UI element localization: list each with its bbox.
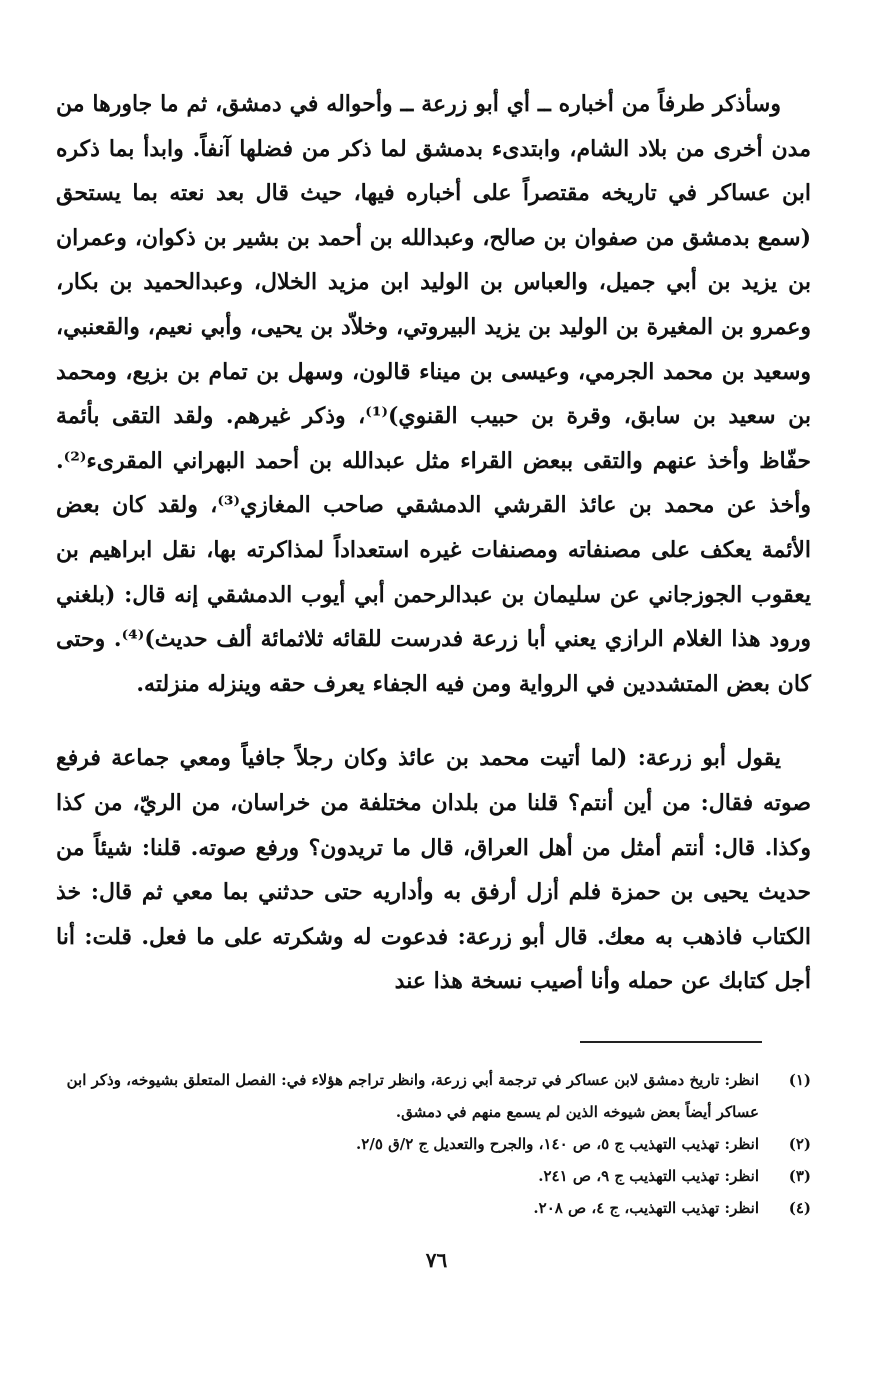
body-paragraph-1: وسأذكر طرفاً من أخباره ــ أي أبو زرعة ــ وأحواله في دمشق، ثم ما جاورها من مدن أخرى من بلاد الشام، وابتدىء بدمشق لما ذكر من فضلها آنفاً. وابدأ بما ذكره ابن عساكر في تاريخه مقتصراً على أخباره فيها، حيث قال بعد نعته بما يستحق (سمع بدمشق من صفوان بن صالح، وعبدالله بن أحمد بن بشير بن ذكوان، وعمران بن يزيد بن أبي جميل، والعباس بن الوليد ابن مزيد الخلال، وعبدالحميد بن بكار، وعمرو بن المغيرة بن الوليد بن يزيد البيروتي، وخلاّد بن يحيى، وأبي نعيم، والقعنبي، وسعيد بن محمد الجرمي، وعيسى بن ميناء قالون، وسهل بن تمام بن بزيع، ومحمد بن سعيد بن سابق، وقرة بن حبيب القنوي)⁽¹⁾، وذكر غيرهم. ولقد التقى بأئمة حفّاظ وأخذ عنهم والتقى ببعض القراء مثل عبدالله بن أحمد البهراني المقرىء⁽²⁾. وأخذ عن محمد بن عائذ القرشي الدمشقي صاحب المغازي⁽³⁾، ولقد كان بعض الأئمة يعكف على مصنفاته ومصنفات غيره استعداداً لمذاكرته بها، نقل ابراهيم بن يعقوب الجوزجاني عن سليمان بن عبدالرحمن أبي أيوب الدمشقي إنه قال: (بلغني ورود هذا الغلام الرازي يعني أبا زرعة فدرست للقائه ثلاثمائة ألف حديث)⁽⁴⁾. وحتى كان بعض المتشددين في الرواية ومن فيه الجفاء يعرف حقه وينزله منزلته. xyxy=(56,91,811,697)
page-number: ٧٦ xyxy=(425,1248,448,1272)
footnote-text: انظر: تهذيب التهذيب، ج ٤، ص ٢٠٨. xyxy=(533,1199,759,1217)
footnotes xyxy=(56,1064,811,1224)
footnote-number: (١) xyxy=(788,1071,811,1089)
footnote-text: انظر: تاريخ دمشق لابن عساكر في ترجمة أبي زرعة، وانظر تراجم هؤلاء في: الفصل المتعلق بشيوخه، وذكر ابن عساكر أيضاً بعض شيوخه الذين لم يسمع منهم في دمشق. xyxy=(66,1071,759,1121)
footnote-number: (٣) xyxy=(788,1167,811,1185)
footnote-3 xyxy=(56,1160,811,1192)
body-paragraph-2: يقول أبو زرعة: (لما أتيت محمد بن عائذ وكان رجلاً جافياً ومعي جماعة فرفع صوته فقال: من أين أنتم؟ قلنا من بلدان مختلفة من خراسان، من الريّ، من كذا وكذا. قال: أنتم أمثل من أهل العراق، قال ما تريدون؟ ورفع صوته. قلنا: شيئاً من حديث يحيى بن حمزة فلم أزل أرفق به وأداريه حتى حدثني بما معي ثم قال: خذ الكتاب فاذهب به معك. قال أبو زرعة: فدعوت له وشكرته على ما فعل. قلت: أنا أجل كتابك عن حمله وأنا أصيب نسخة هذا عند xyxy=(56,745,811,995)
footnote-text: انظر: تهذيب التهذيب ج ٩، ص ٢٤١. xyxy=(538,1167,759,1185)
footnote-1 xyxy=(56,1064,811,1128)
footnote-separator xyxy=(580,1041,762,1043)
footnote-2 xyxy=(56,1128,811,1160)
footnote-4 xyxy=(56,1192,811,1224)
main-text xyxy=(56,82,811,1004)
footnote-number: (٢) xyxy=(788,1135,811,1153)
footnote-text: انظر: تهذيب التهذيب ج ٥، ص ١٤٠، والجرح والتعديل ج ٢/ق ٢/٥. xyxy=(356,1135,759,1153)
footnote-number: (٤) xyxy=(788,1199,811,1217)
